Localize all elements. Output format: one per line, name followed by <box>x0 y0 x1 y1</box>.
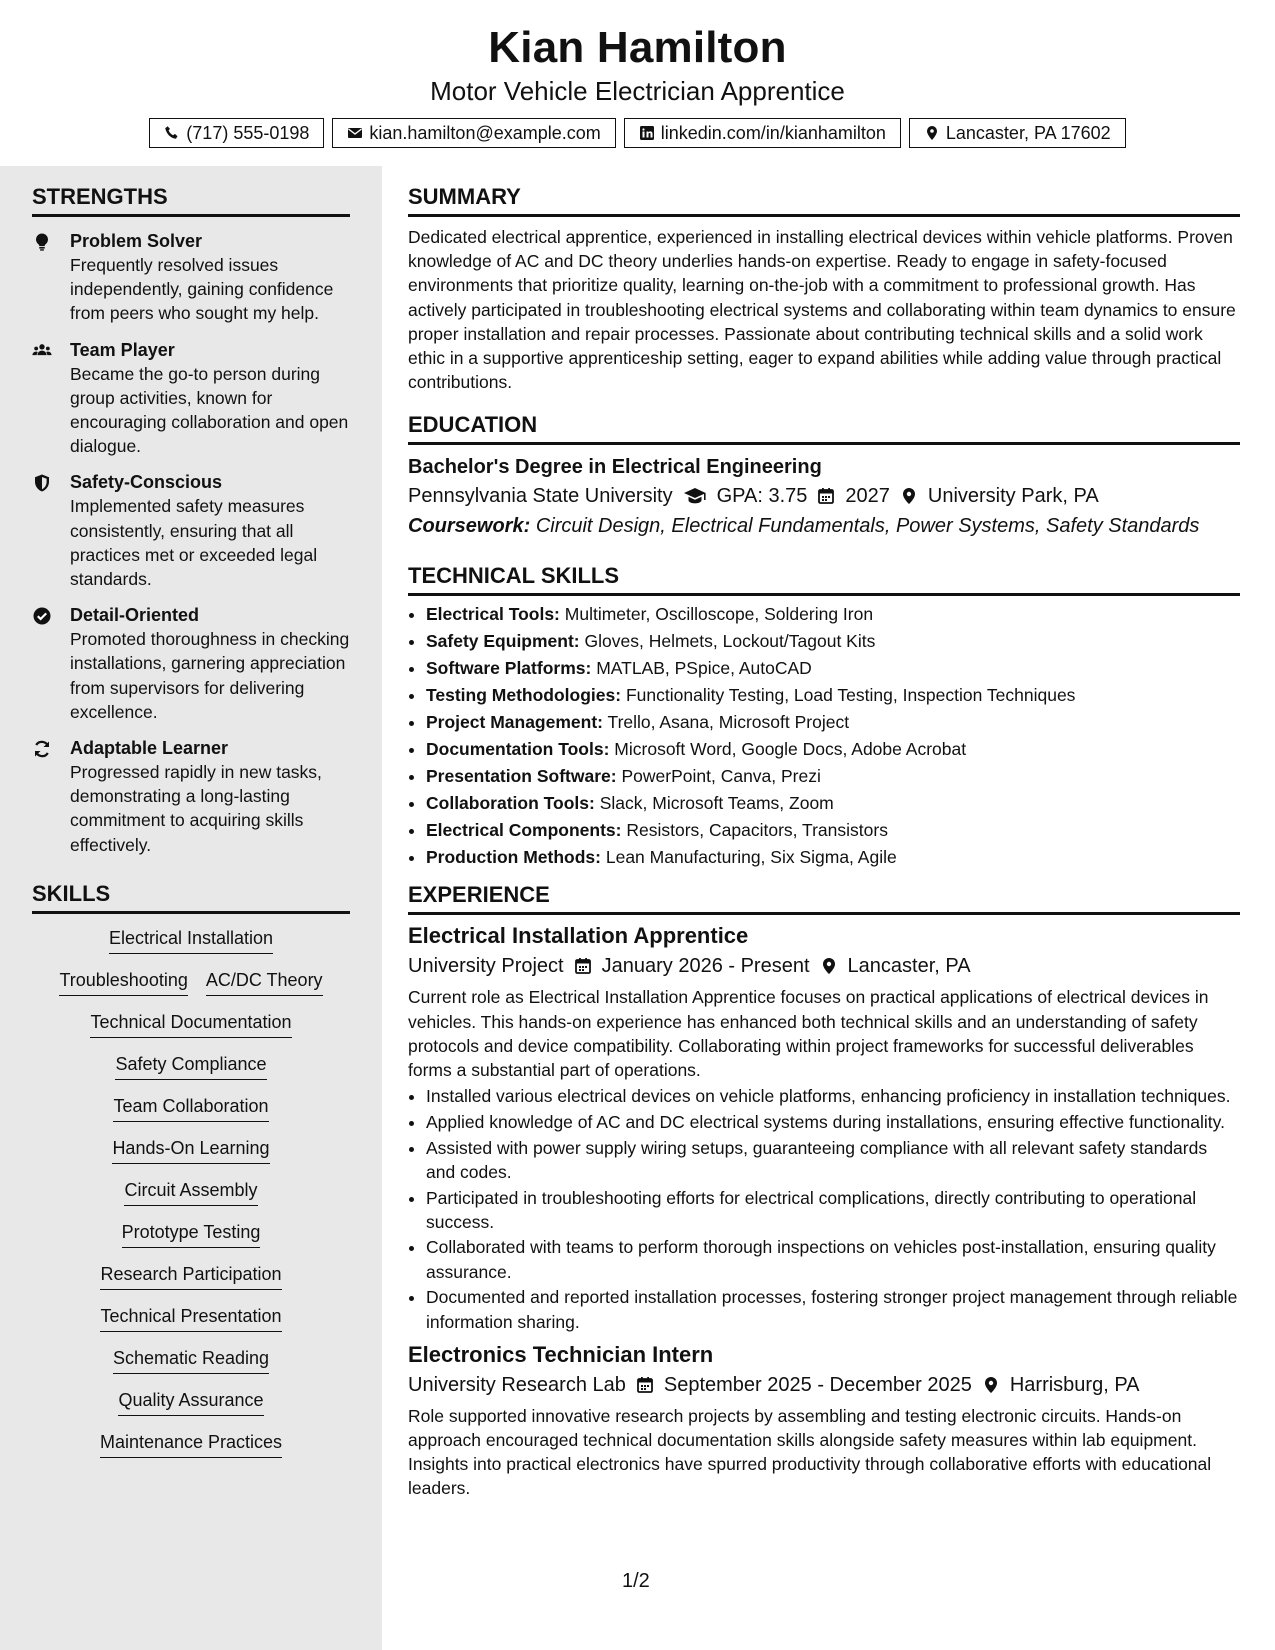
contact-linkedin[interactable] <box>624 118 901 148</box>
strength-item <box>32 736 350 857</box>
strength-desc: Promoted thoroughness in checking installations, garnering appreciation from supervisors for delivering excellence. <box>70 629 350 722</box>
map-pin-icon <box>982 1376 1000 1394</box>
technical-skills-heading: TECHNICAL SKILLS <box>408 545 1240 596</box>
skill-tag: Hands-On Learning <box>112 1136 269 1164</box>
sidebar <box>0 166 382 1650</box>
tech-skill-label: Safety Equipment: <box>426 631 580 652</box>
strength-item <box>32 338 350 459</box>
linkedin-text: linkedin.com/in/kianhamilton <box>660 123 886 143</box>
summary-heading: SUMMARY <box>408 166 1240 217</box>
tech-skill-value: PowerPoint, Canva, Prezi <box>621 766 821 787</box>
skills-row <box>32 1010 350 1052</box>
skills-row <box>32 968 350 1010</box>
skill-tag: Safety Compliance <box>115 1052 266 1080</box>
tech-skill-value: Trello, Asana, Microsoft Project <box>607 712 850 733</box>
users-icon <box>32 338 58 459</box>
coursework <box>408 511 1240 541</box>
skill-tag: Maintenance Practices <box>100 1430 282 1458</box>
experience-bullets <box>408 1084 1240 1334</box>
experience-dates: January 2026 - Present <box>601 955 810 978</box>
strength-title: Problem Solver <box>70 231 203 251</box>
strength-desc: Became the go-to person during group activities, known for encouraging collaboration and open dialogue. <box>70 363 349 457</box>
lightbulb-icon <box>32 229 58 326</box>
tech-skill-label: Documentation Tools: <box>426 739 610 760</box>
map-pin-icon <box>900 487 918 505</box>
degree-title: Bachelor's Degree in Electrical Engineering <box>408 456 822 479</box>
tech-skill-label: Electrical Tools: <box>426 604 560 625</box>
map-pin-icon <box>820 957 838 975</box>
list-item: • Collaborated with teams to perform thorough inspections on vehicles post-installation, ensuring quality assurance. <box>426 1235 1240 1283</box>
strength-desc: Progressed rapidly in new tasks, demonstrating a long-lasting commitment to acquiring skills effectively. <box>70 762 322 855</box>
page-indicator: 1/2 <box>622 1570 650 1592</box>
graduation-cap-icon <box>683 486 707 506</box>
main-content <box>408 166 1240 1501</box>
experience-meta <box>408 951 1240 981</box>
summary-text: Dedicated electrical apprentice, experienced in installing electrical devices within vehicle platforms. Proven knowledge of AC and DC theory underlies hands-on expertise. Ready to engage in safety-focused environments that prioritize quality, learning on-the-job with a commitment to professional growth. Has actively participated in troubleshooting electrical systems and collaborating within team dynamics to ensure proper installation and repair processes. Passionate about contributing technical skills and a solid work ethic in a supportive apprenticeship setting, eager to expand abilities while adding value through practical contributions. <box>408 227 1236 393</box>
list-item <box>426 791 1240 815</box>
tech-skill-value: Multimeter, Oscilloscope, Soldering Iron <box>564 604 874 625</box>
technical-skills-list <box>408 602 1240 869</box>
skill-tag: AC/DC Theory <box>206 968 323 996</box>
experience-heading: EXPERIENCE <box>408 872 1240 915</box>
tech-skill-value: Slack, Microsoft Teams, Zoom <box>599 793 834 814</box>
skills-row <box>32 1220 350 1262</box>
list-item <box>426 656 1240 680</box>
skills-row <box>32 1262 350 1304</box>
skills-row <box>32 1346 350 1388</box>
location-text: Lancaster, PA 17602 <box>945 123 1111 143</box>
list-item <box>426 818 1240 842</box>
experience-desc: Current role as Electrical Installation Apprentice focuses on practical applications of electrical devices in vehicles. This hands-on experience has enhanced both technical skills and an understanding of safety protocols and device compatibility. Collaborating within project frameworks for successful deliverables forms a substantial part of operations. <box>408 987 1209 1081</box>
list-item: • Installed various electrical devices on vehicle platforms, enhancing proficiency in installation techniques. <box>426 1084 1240 1108</box>
list-item: • Applied knowledge of AC and DC electrical systems during installations, ensuring effective functionality. <box>426 1110 1240 1134</box>
candidate-name: Kian Hamilton <box>488 23 787 72</box>
email-text: kian.hamilton@example.com <box>369 123 601 143</box>
tech-skill-label: Project Management: <box>426 712 603 733</box>
check-circle-icon <box>32 603 58 724</box>
skill-tag: Technical Presentation <box>100 1304 281 1332</box>
experience-org: University Project <box>408 955 564 978</box>
gpa-text: GPA: 3.75 <box>716 485 808 508</box>
tech-skill-label: Collaboration Tools: <box>426 793 595 814</box>
skill-tag: Technical Documentation <box>90 1010 291 1038</box>
job-title: Motor Vehicle Electrician Apprentice <box>430 76 845 106</box>
list-item <box>426 602 1240 626</box>
school-name: Pennsylvania State University <box>408 485 673 508</box>
skills-row <box>32 1388 350 1430</box>
experience-org: University Research Lab <box>408 1373 626 1396</box>
school-location: University Park, PA <box>927 485 1099 508</box>
envelope-icon <box>347 125 363 141</box>
tech-skill-label: Electrical Components: <box>426 820 622 841</box>
skill-tag: Quality Assurance <box>118 1388 263 1416</box>
skill-tag: Electrical Installation <box>109 926 273 954</box>
list-item: • Assisted with power supply wiring setups, guaranteeing compliance with all relevant safety standards and codes. <box>426 1136 1240 1184</box>
list-item <box>426 683 1240 707</box>
strength-desc: Implemented safety measures consistently, ensuring that all practices met or exceeded legal standards. <box>70 496 318 590</box>
experience-title: Electronics Technician Intern <box>408 1341 714 1367</box>
education-meta <box>408 481 1240 511</box>
skills-row <box>32 1136 350 1178</box>
list-item: • Documented and reported installation processes, fostering stronger project management through reliable information sharing. <box>426 1285 1240 1333</box>
tech-skill-value: MATLAB, PSpice, AutoCAD <box>596 658 812 679</box>
strength-item <box>32 470 350 591</box>
tech-skill-value: Functionality Testing, Load Testing, Inspection Techniques <box>625 685 1076 706</box>
experience-dates: September 2025 - December 2025 <box>663 1373 972 1396</box>
calendar-icon <box>817 487 835 505</box>
coursework-label: Coursework: <box>408 515 531 538</box>
experience-location: Harrisburg, PA <box>1009 1373 1140 1396</box>
sync-icon <box>32 736 58 857</box>
experience-location: Lancaster, PA <box>847 955 971 978</box>
map-pin-icon <box>924 125 940 141</box>
list-item <box>426 764 1240 788</box>
contact-email[interactable] <box>332 118 615 148</box>
tech-skill-value: Gloves, Helmets, Lockout/Tagout Kits <box>584 631 876 652</box>
strength-item <box>32 229 350 326</box>
tech-skill-value: Resistors, Capacitors, Transistors <box>626 820 888 841</box>
contact-phone[interactable] <box>149 118 324 148</box>
tech-skill-label: Testing Methodologies: <box>426 685 622 706</box>
list-item <box>426 845 1240 869</box>
experience-desc: Role supported innovative research projects by assembling and testing electronic circuits. Hands-on approach encouraged technical documentation skills alongside safety measures within lab equipment. Insights into practical electronics have spurred productivity through collaborative efforts with educational leaders. <box>408 1405 1212 1499</box>
tech-skill-label: Software Platforms: <box>426 658 592 679</box>
skills-row <box>32 1178 350 1220</box>
skill-tag: Schematic Reading <box>113 1346 269 1374</box>
skill-tag: Circuit Assembly <box>124 1178 257 1206</box>
strength-title: Detail-Oriented <box>70 605 200 626</box>
skills-row <box>32 1430 350 1472</box>
strength-title: Safety-Conscious <box>70 472 223 493</box>
strength-title: Team Player <box>70 339 175 360</box>
tech-skill-value: Microsoft Word, Google Docs, Adobe Acrobat <box>614 739 967 760</box>
list-item: • Participated in troubleshooting efforts for electrical complications, directly contributing to operational success. <box>426 1186 1240 1234</box>
skills-row <box>32 1304 350 1346</box>
tech-skill-value: Lean Manufacturing, Six Sigma, Agile <box>605 847 897 868</box>
contact-bar <box>0 118 1275 148</box>
strength-title: Adaptable Learner <box>70 738 229 759</box>
graduation-year: 2027 <box>845 485 890 508</box>
strengths-heading: STRENGTHS <box>32 166 350 217</box>
linkedin-icon <box>639 125 655 141</box>
resume-header <box>0 0 1275 148</box>
skill-tag: Troubleshooting <box>59 968 187 996</box>
skills-heading: SKILLS <box>32 863 350 914</box>
experience-meta <box>408 1370 1240 1400</box>
skill-tag: Prototype Testing <box>122 1220 261 1248</box>
calendar-icon <box>636 1376 654 1394</box>
strength-desc: Frequently resolved issues independently, gaining confidence from peers who sought my help. <box>70 255 334 324</box>
list-item <box>426 710 1240 734</box>
education-heading: EDUCATION <box>408 394 1240 445</box>
list-item <box>426 629 1240 653</box>
skill-tag: Team Collaboration <box>113 1094 268 1122</box>
skills-row <box>32 926 350 968</box>
shield-icon <box>32 470 58 591</box>
skills-list <box>32 914 350 1472</box>
strength-item <box>32 603 350 724</box>
calendar-icon <box>574 957 592 975</box>
tech-skill-label: Presentation Software: <box>426 766 617 787</box>
phone-text: (717) 555-0198 <box>186 123 310 143</box>
phone-icon <box>164 125 180 141</box>
list-item <box>426 737 1240 761</box>
contact-location[interactable] <box>909 118 1126 148</box>
coursework-list: Circuit Design, Electrical Fundamentals, Power Systems, Safety Standards <box>535 515 1200 538</box>
skills-row <box>32 1094 350 1136</box>
experience-title: Electrical Installation Apprentice <box>408 923 749 949</box>
skills-row <box>32 1052 350 1094</box>
skill-tag: Research Participation <box>100 1262 281 1290</box>
tech-skill-label: Production Methods: <box>426 847 601 868</box>
